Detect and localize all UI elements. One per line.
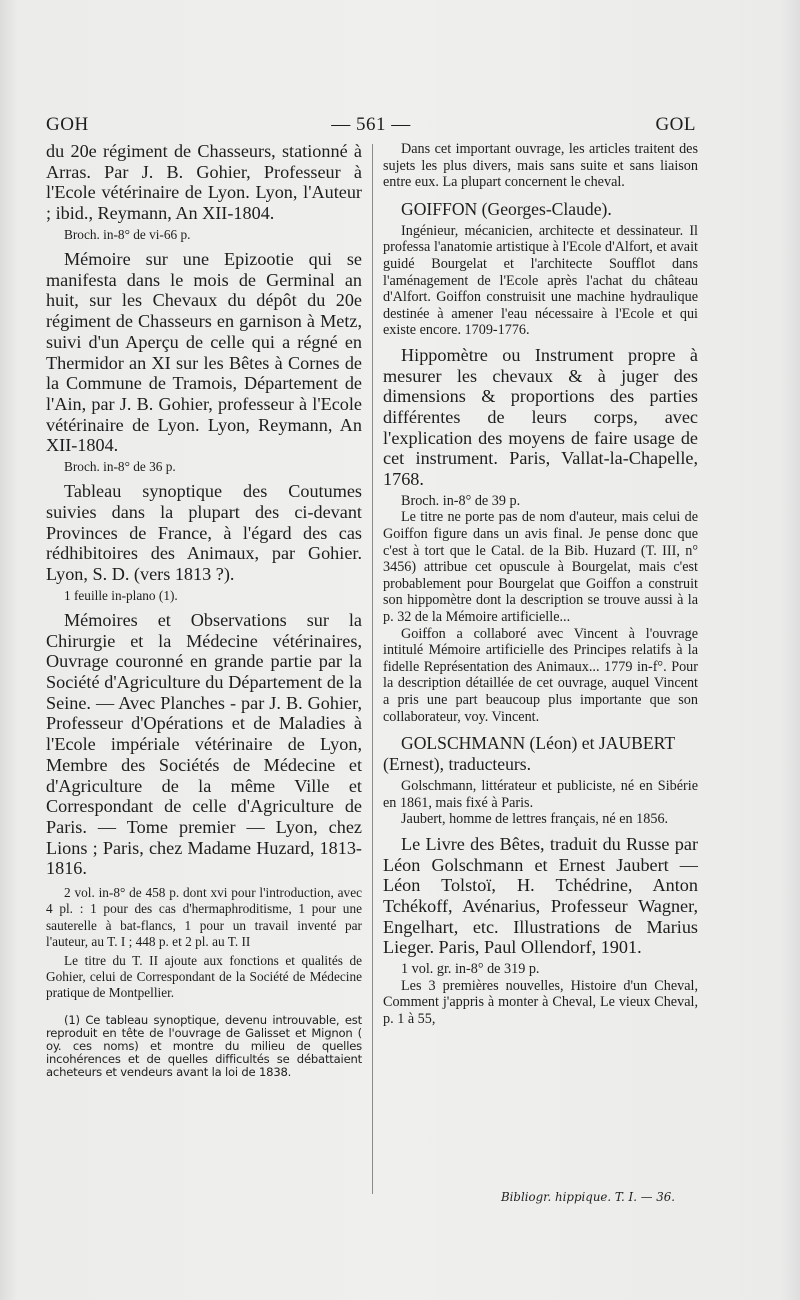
entry-description: 1 feuille in-plano (1). [64,587,178,603]
author-heading: GOIFFON (Georges-Claude). [401,198,612,219]
running-head-left: GOH [46,114,89,135]
entry-note: Dans cet important ouvrage, les articles traitent des sujets les plus divers, mais sans suite et sans liaison entre eux. La plupart concernent le cheval. [383,141,698,191]
entry-title: Le Livre des Bêtes, traduit du Russe par Léon Golschmann et Ernest Jaubert — Léon Tolstoï, H. Tchédrine, Anton Tchékoff, Avénarius, Professeur Wagner, Engelhart, etc. Illustrations de Marius Lieger. Paris, Paul Ollendorf, 1901. [383,833,698,958]
running-head-right: GOL [655,114,696,135]
entry-description: 1 vol. gr. in-8° de 319 p. [401,961,540,978]
entry-title: Mémoire sur une Epizootie qui se manifesta dans le mois de Germinal an huit, sur les Chevaux du dépôt du 20e régiment de Chasseurs en garnison à Metz, suivi d'un Aperçu de celle qui a régné en Thermidor an XI sur les Bêtes à Cornes de la Commune de Tramois, Département de l'Ain, par J. B. Gohier, professeur à l'Ecole vétérinaire de Lyon. Lyon, Reymann, An XII-1804. [46,249,362,456]
author-bio: Jaubert, homme de lettres français, né en 1856. [401,811,669,828]
entry-text: du 20e régiment de Chasseurs, stationné à Arras. Par J. B. Gohier, Professeur à l'Ecole vétérinaire de Lyon. Lyon, l'Auteur ; ibid., Reymann, An XII-1804. [46,141,362,224]
footnote: (1) Ce tableau synoptique, devenu introuvable, est reproduit en tête de l'ouvrage de Galisset et Mignon ( oy. ces noms) et montre du milieu de quelles incohérences et de quelles difficultés se débattaient acheteurs et vendeurs avant la loi de 1838. [46,1012,362,1080]
author-bio: Ingénieur, mécanicien, architecte et dessinateur. Il professa l'anatomie artistique à l'Ecole d'Alfort, et avait guidé Bourgelat et l'architecte Soufflot dans l'aménagement de l'Ecole après l'achat du château d'Alfort. Goiffon construisit une machine hydraulique destinée à amener l'eau nécessaire à l'Ecole et qui existe encore. 1709-1776. [383,222,698,339]
right-column [383,141,698,1028]
entry-title: Hippomètre ou Instrument propre à mesurer les chevaux & à juger des dimensions & proportions des parties différentes de leurs corps, avec l'explication des moyens de faire usage de cet instrument. Paris, Vallat-la-Chapelle, 1768. [383,344,698,490]
page-number: — 561 — [331,114,411,135]
entry-description: Broch. in-8° de 39 p. [401,492,521,509]
running-head [46,114,696,142]
signature-mark: Bibliogr. hippique. T. I. — 36. [500,1190,675,1204]
entry-description: Broch. in-8° de 36 p. [64,459,176,475]
entry-title: Tableau synoptique des Coutumes suivies dans la plupart des ci-devant Provinces de France, à l'égard des cas rédhibitoires des Animaux, par Gohier. Lyon, S. D. (vers 1813 ?). [46,481,362,585]
entry-note: Goiffon a collaboré avec Vincent à l'ouvrage intitulé Mémoire artificielle des Principes relatifs à la fidelle Représentation des Animaux... 1779 in-f°. Pour la description détaillée de cet ouvrage, auquel Vincent a pris une part beaucoup plus importante que son collaborateur, voy. Vincent. [383,625,698,725]
entry-note: Le titre ne porte pas de nom d'auteur, mais celui de Goiffon figure dans un avis final. Je pense donc que c'est à tort que le Catal. de la Bib. Huzard (T. III, n° 3456) attribue cet opuscule à Bourgelat, mais c'est probablement pour Bourgelat que Goiffon a construit son hippomètre dont la description se trouve aussi à la p. 32 de la Mémoire artificielle... [383,509,698,626]
entry-description: 2 vol. in-8° de 458 p. dont xvi pour l'introduction, avec 4 pl. : 1 pour des cas d'hermaphroditisme, 1 pour une sauterelle à bat-flancs, 1 pour un travail inventé par l'auteur, au T. I ; 448 p. et 2 pl. au T. II [46,885,362,949]
entry-title: Mémoires et Observations sur la Chirurgie et la Médecine vétérinaires, Ouvrage couronné en grande partie par la Société d'Agriculture du Département de la Seine. — Avec Planches - par J. B. Gohier, Professeur d'Opérations et de Maladies à l'Ecole impériale vétérinaire de Lyon, Membre des Sociétés de Médecine et d'Agriculture de la même Ville et Correspondant de celle d'Agriculture de Paris. — Tome premier — Lyon, chez Lions ; Paris, chez Madame Huzard, 1813-1816. [46,609,362,879]
left-column [46,141,362,1080]
author-bio: Golschmann, littérateur et publiciste, né en Sibérie en 1861, mais fixé à Paris. [383,778,698,811]
entry-note: Les 3 premières nouvelles, Histoire d'un Cheval, Comment j'appris à monter à Cheval, Le vieux Cheval, p. 1 à 55, [383,977,698,1027]
entry-description: Broch. in-8° de vi-66 p. [64,226,191,242]
column-divider [372,144,373,1194]
entry-note: Le titre du T. II ajoute aux fonctions et qualités de Gohier, celui de Correspondant de la Société de Médecine pratique de Montpellier. [46,952,362,1001]
author-heading: GOLSCHMANN (Léon) et JAUBERT (Ernest), traducteurs. [383,733,675,775]
